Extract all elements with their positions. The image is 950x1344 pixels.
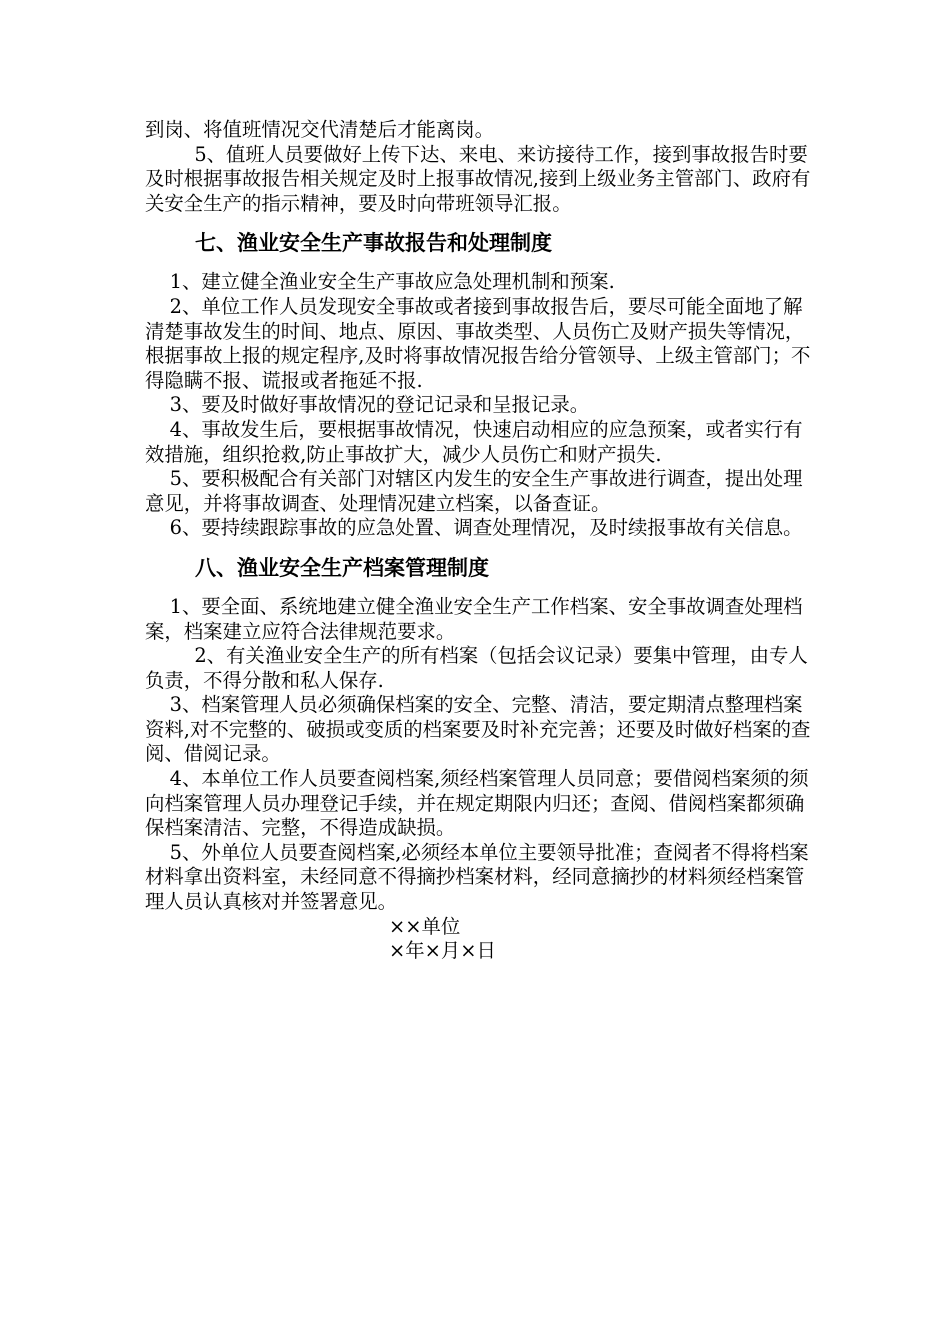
paragraph: 1、要全面、系统地建立健全渔业安全生产工作档案、安全事故调查处理档案，档案建立应符合法律规范要求。 xyxy=(145,594,803,643)
section-heading: 七、渔业安全生产事故报告和处理制度 xyxy=(195,231,552,256)
paragraph: 3、要及时做好事故情况的登记记录和呈报记录。 xyxy=(145,393,590,417)
paragraph: 4、本单位工作人员要查阅档案,须经档案管理人员同意；要借阅档案须的须向档案管理人员办理登记手续，并在规定期限内归还；查阅、借阅档案都须确保档案清洁、完整，不得造成缺损。 xyxy=(145,767,809,840)
signature-unit: ××单位 xyxy=(389,914,461,938)
paragraph: 2、有关渔业安全生产的所有档案（包括会议记录）要集中管理，由专人负责，不得分散和私人保存. xyxy=(145,644,808,692)
section-continuation xyxy=(145,118,817,216)
paragraph: 4、事故发生后，要根据事故情况，快速启动相应的应急预案，或者实行有效措施，组织抢救,防止事故扩大，减少人员伤亡和财产损失. xyxy=(145,417,803,466)
paragraph: 5、值班人员要做好上传下达、来电、来访接待工作，接到事故报告时要及时根据事故报告相关规定及时上报事故情况,接到上级业务主管部门、政府有关安全生产的指示精神，要及时向带班领导汇报。 xyxy=(145,142,811,215)
signature-date: ×年×月×日 xyxy=(389,939,496,963)
section-accident-report xyxy=(145,228,817,541)
paragraph: 6、要持续跟踪事故的应急处置、调查处理情况，及时续报事故有关信息。 xyxy=(145,516,803,540)
section-heading: 八、渔业安全生产档案管理制度 xyxy=(195,555,489,580)
paragraph: 到岗、将值班情况交代清楚后才能离岗。 xyxy=(145,118,495,141)
section-archive-management xyxy=(145,553,817,915)
paragraph: 1、建立健全渔业安全生产事故应急处理机制和预案. xyxy=(145,270,615,294)
signature-block xyxy=(145,915,817,964)
paragraph: 5、要积极配合有关部门对辖区内发生的安全生产事故进行调查，提出处理意见，并将事故调查、处理情况建立档案，以备查证。 xyxy=(145,467,803,515)
document-page xyxy=(145,118,817,964)
paragraph: 2、单位工作人员发现安全事故或者接到事故报告后，要尽可能全面地了解清楚事故发生的时间、地点、原因、事故类型、人员伤亡及财产损失等情况，根据事故上报的规定程序,及时将事故情况报告给分管领导、上级主管部门；不得隐瞒不报、谎报或者拖延不报. xyxy=(145,294,811,392)
paragraph: 3、档案管理人员必须确保档案的安全、完整、清洁，要定期清点整理档案资料,对不完整的、破损或变质的档案要及时补充完善；还要及时做好档案的查阅、借阅记录。 xyxy=(145,693,811,766)
paragraph: 5、外单位人员要查阅档案,必须经本单位主要领导批准；查阅者不得将档案材料拿出资料室，未经同意不得摘抄档案材料，经同意摘抄的材料须经档案管理人员认真核对并签署意见。 xyxy=(145,840,809,914)
